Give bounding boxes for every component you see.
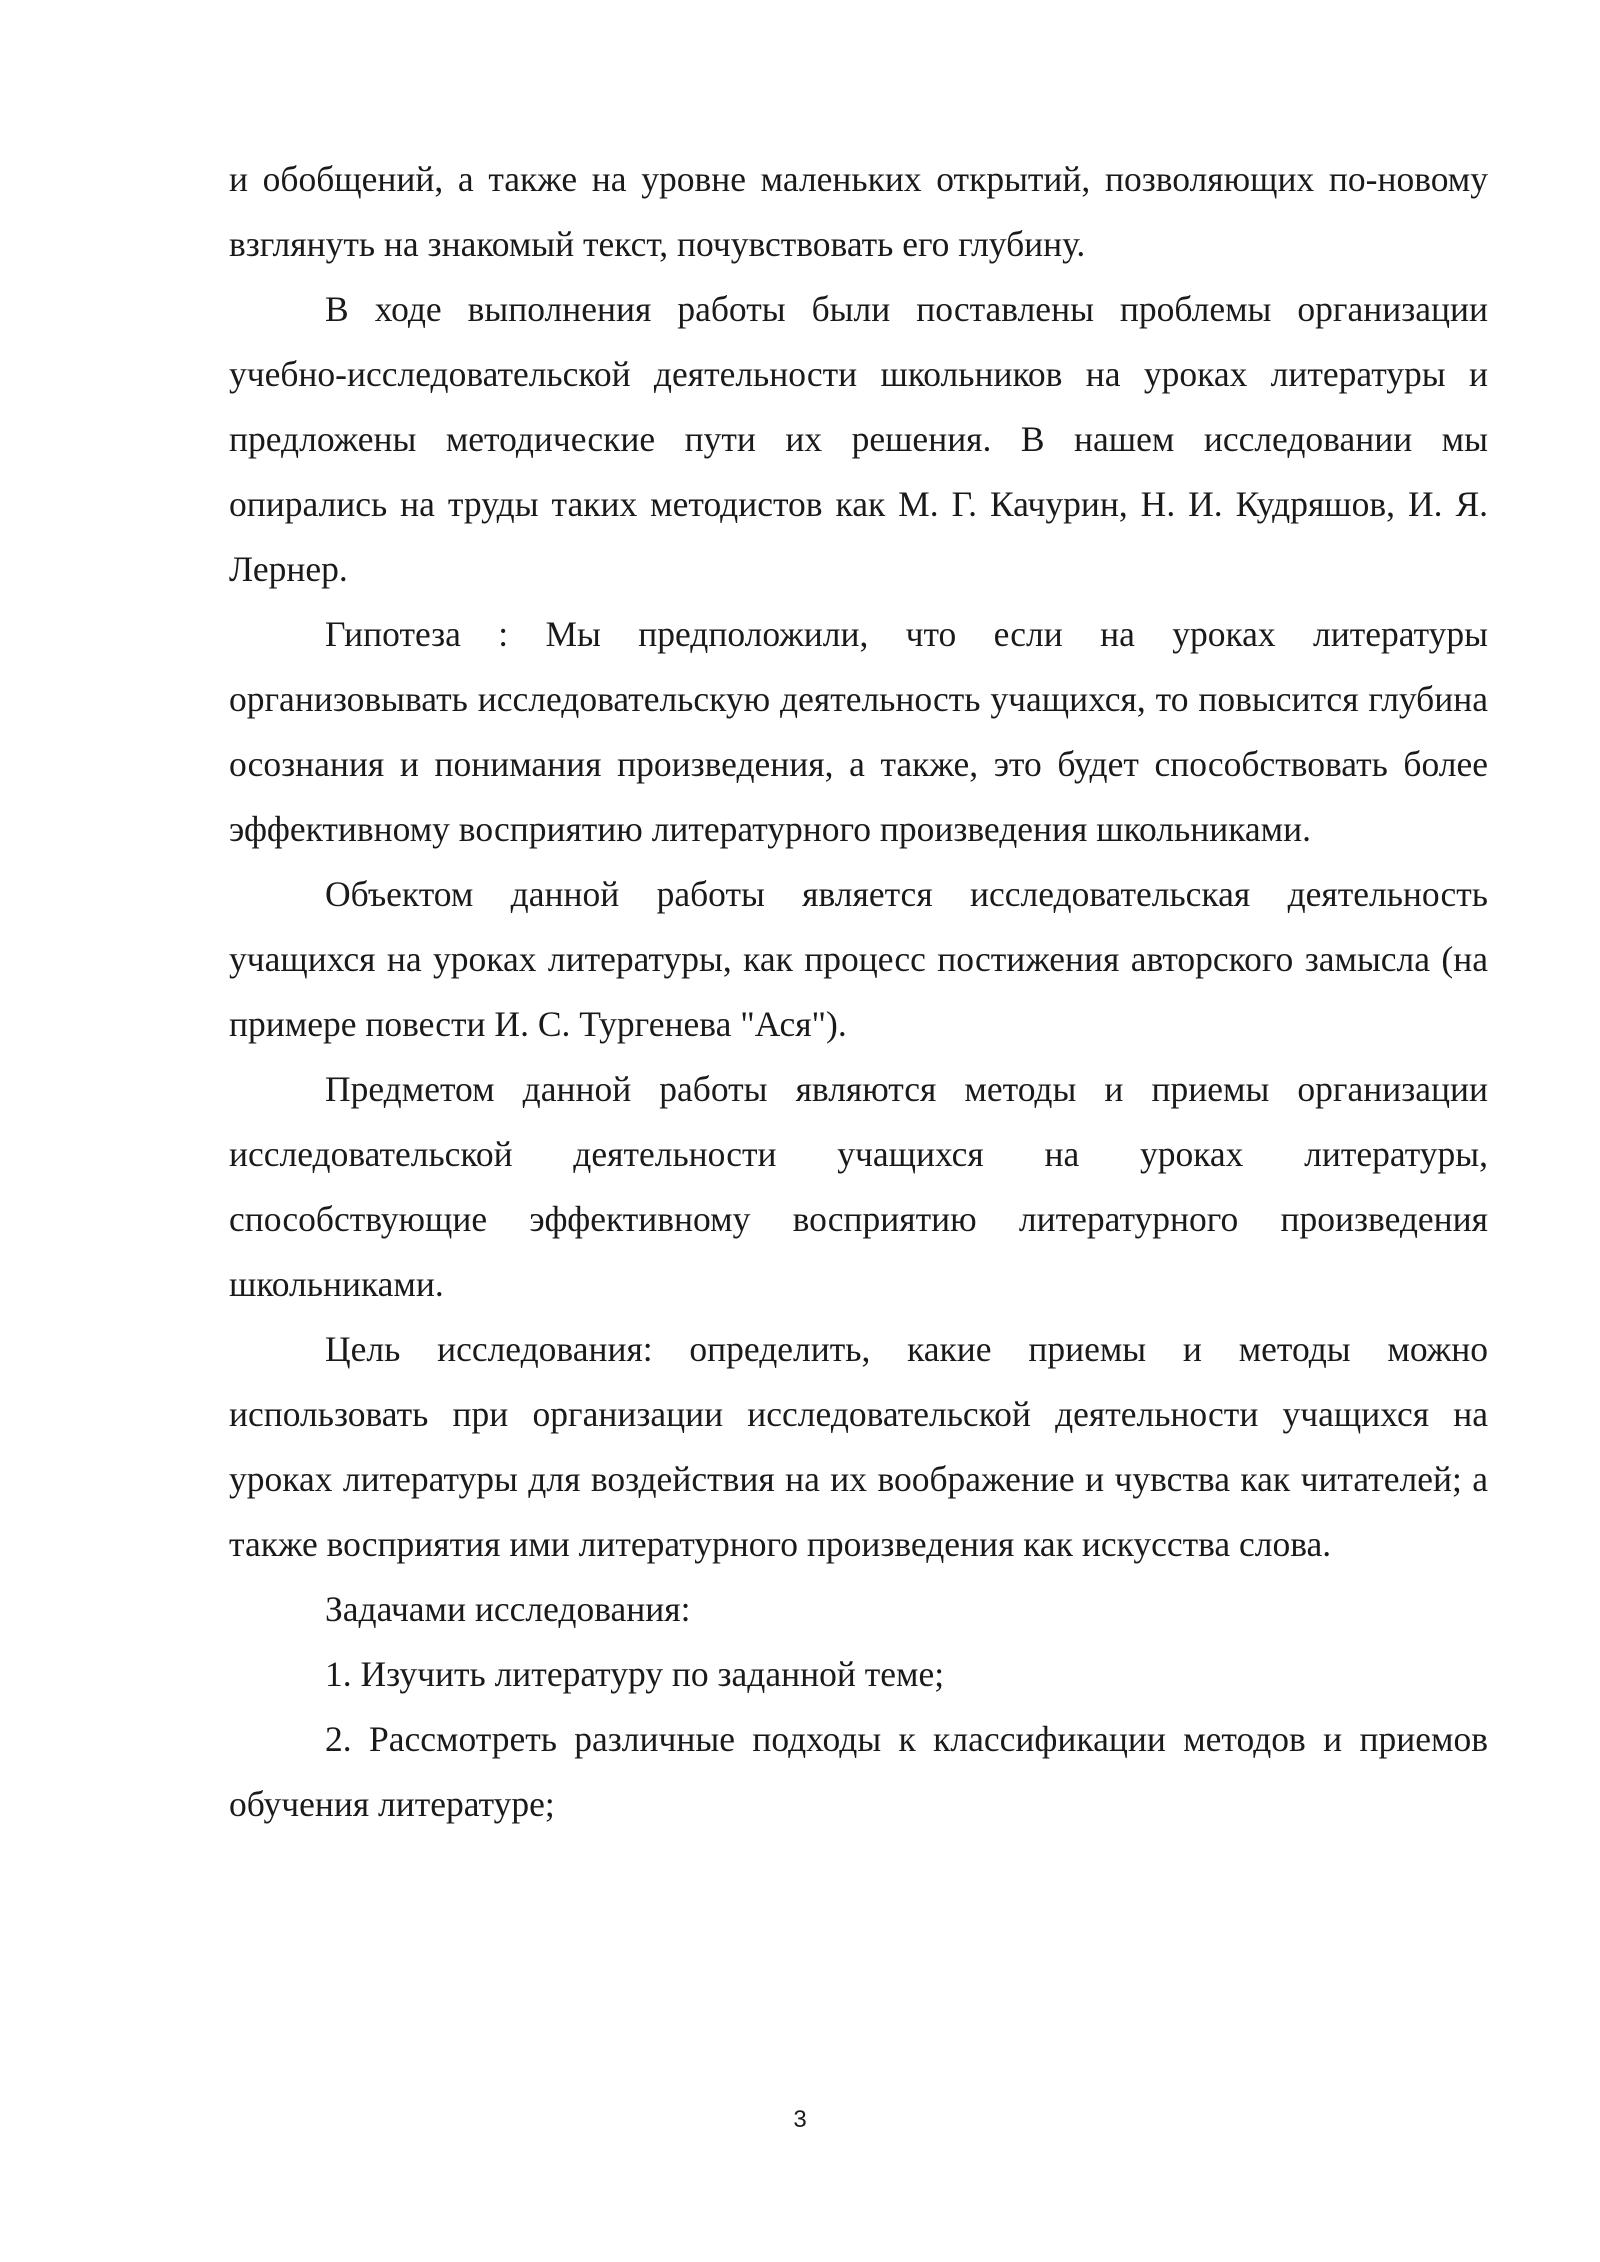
- list-item-task-2: 2. Рассмотреть различные подходы к классификации методов и приемов обучения литературе;: [229, 1719, 1488, 1824]
- list-item-task-1: 1. Изучить литературу по заданной теме;: [325, 1654, 945, 1694]
- paragraph-problems: В ходе выполнения работы были поставлены проблемы организации учебно-исследовательской деятельности школьников на уроках литературы и предложены методические пути их решения. В нашем исследовании мы опирались на труды таких методистов как М. Г. Качурин, Н. И. Кудряшов, И. Я. Лернер.: [229, 289, 1488, 589]
- paragraph-subject: Предметом данной работы являются методы и приемы организации исследовательской деятельности учащихся на уроках литературы, способствующие эффективному восприятию литературного произведения школьниками.: [229, 1069, 1488, 1304]
- paragraph-tasks-heading: Задачами исследования:: [325, 1589, 691, 1629]
- paragraph-hypothesis: Гипотеза : Мы предположили, что если на уроках литературы организовывать исследовательскую деятельность учащихся, то повысится глубина осознания и понимания произведения, а также, это будет способствовать более эффективному восприятию литературного произведения школьниками.: [229, 614, 1488, 849]
- page-number: 3: [793, 2106, 807, 2133]
- paragraph-object: Объектом данной работы является исследовательская деятельность учащихся на уроках литературы, как процесс постижения авторского замысла (на примере повести И. С. Тургенева "Ася").: [229, 874, 1488, 1044]
- paragraph-continuation: и обобщений, а также на уровне маленьких открытий, позволяющих по-новому взглянуть на знакомый текст, почувствовать его глубину.: [229, 159, 1488, 264]
- paragraph-goal: Цель исследования: определить, какие приемы и методы можно использовать при организации исследовательской деятельности учащихся на уроках литературы для воздействия на их воображение и чувства как читателей; а также восприятия ими литературного произведения как искусства слова.: [229, 1329, 1488, 1564]
- page-body: [229, 147, 1488, 1837]
